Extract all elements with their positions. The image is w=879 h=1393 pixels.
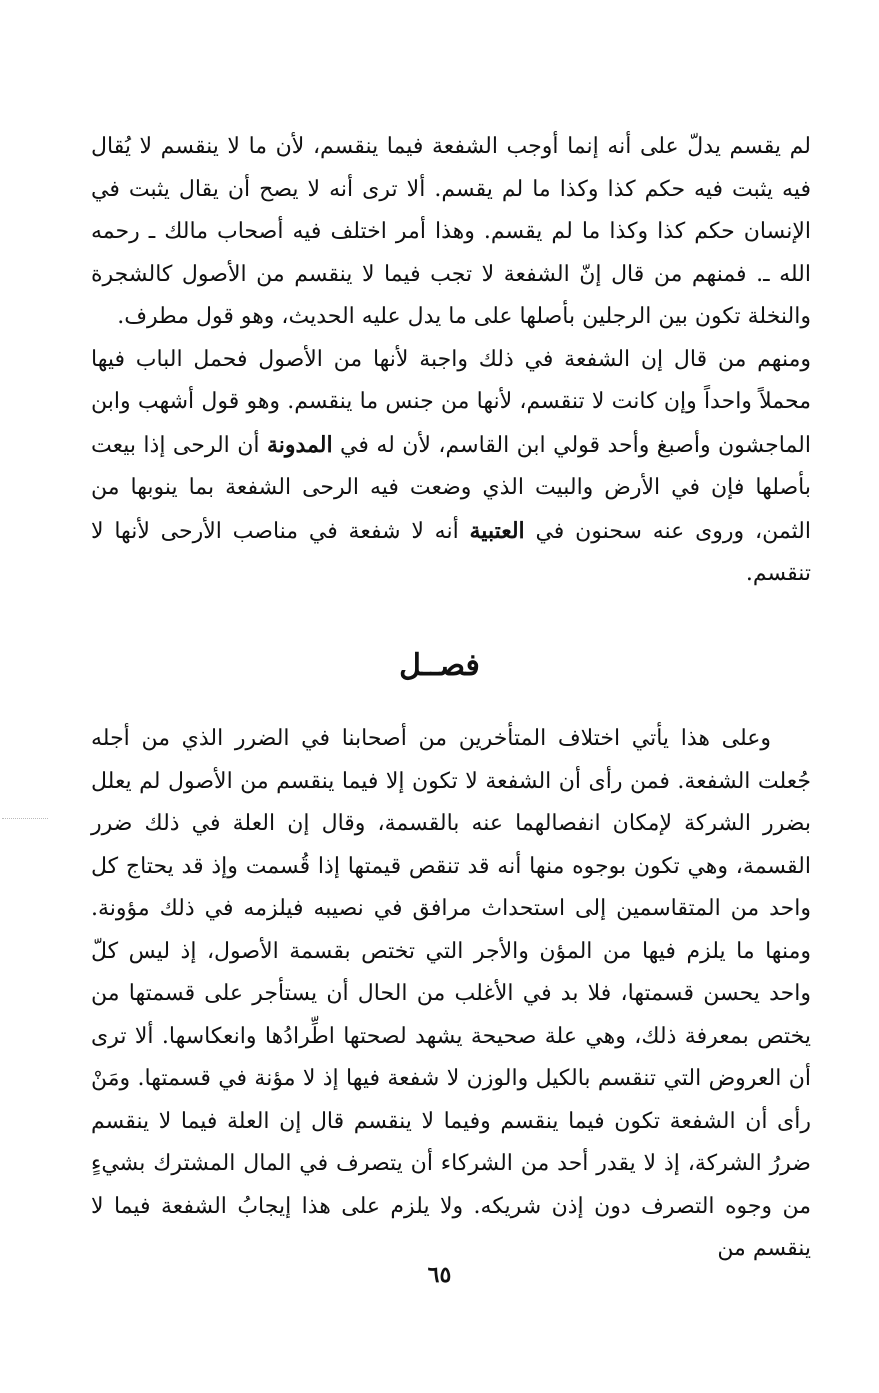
- section-text-block: [91, 718, 811, 1271]
- opening-text-block: [91, 126, 811, 596]
- term-al-mudawwana: المدونة: [266, 431, 333, 458]
- section-heading: فصــل: [399, 648, 480, 683]
- paragraph-second-part-c: أنه لا شفعة في مناصب الأرحى لأنها لا تنقسم.: [91, 518, 811, 586]
- paragraph-first: لم يقسم يدلّ على أنه إنما أوجب الشفعة فيما ينقسم، لأن ما لا ينقسم لا يُقال فيه يثبت فيه حكم كذا وكذا ما لم يقسم. ألا ترى أنه لا يصح أن يقال يثبت في الإنسان حكم كذا وكذا ما لم يقسم. وهذا أمر اختلف فيه أصحاب مالك ـ رحمه الله ـ. فمنهم من قال إنّ الشفعة لا تجب فيما لا ينقسم من الأصول كالشجرة والنخلة تكون بين الرجلين بأصلها على ما يدل عليه الحديث، وهو قول مطرف.: [91, 134, 811, 329]
- term-al-utbiyya: العتبية: [469, 517, 525, 544]
- paragraph-second: [91, 339, 811, 596]
- paragraph-section: وعلى هذا يأتي اختلاف المتأخرين من أصحابنا في الضرر الذي من أجله جُعلت الشفعة. فمن رأى أن الشفعة لا تكون إلا فيما ينقسم من الأصول لم يعلل بضرر الشركة لإمكان انفصالهما عنه بالقسمة، وقال إن العلة في ذلك ضرر القسمة، وهي تكون بوجوه منها أنه قد تنقص قيمتها إذا قُسمت وإذ قد يحتاج كل واحد من المتقاسمين إلى استحداث مرافق في نصيبه فيلزمه في ذلك مؤونة. ومنها ما يلزم فيها من المؤن والأجر التي تختص بقسمة الأصول، إذ ليس كلّ واحد يحسن قسمتها، فلا بد في الأغلب من الحال أن يستأجر على قسمتها من يختص بمعرفة ذلك، وهي علة صحيحة يشهد لصحتها اطِّرادُها وانعكاسها. ألا ترى أن العروض التي تنقسم بالكيل والوزن لا شفعة فيها إذ لا مؤنة في قسمتها. ومَنْ رأى أن الشفعة تكون فيما ينقسم وفيما لا ينقسم قال إن العلة فيما لا ينقسم ضررُ الشركة، إذ لا يقدر أحد من الشركاء أن يتصرف في المال المشترك بشيءٍ من وجوه التصرف دون إذن شريكه. ولا يلزم على هذا إيجابُ الشفعة فيما لا ينقسم من: [91, 726, 811, 1261]
- paragraph-second-part-b: أن الرحى إذا بيعت بأصلها فإن في الأرض والبيت الذي وضعت فيه الرحى الشفعة بما ينوبها من الثمن، وروى عنه سحنون في: [91, 432, 811, 544]
- paragraph-second-part-a: ومنهم من قال إن الشفعة في ذلك واجبة لأنها من الأصول فحمل الباب فيها محملاً واحداً وإن كانت لا تنقسم، لأنها من جنس ما ينقسم. وهو قول أشهب وابن الماجشون وأصبغ وأحد قولي ابن القاسم، لأن له في: [91, 346, 811, 458]
- margin-dotted-mark: [2, 818, 48, 820]
- page-number: ٦٥: [427, 1262, 452, 1288]
